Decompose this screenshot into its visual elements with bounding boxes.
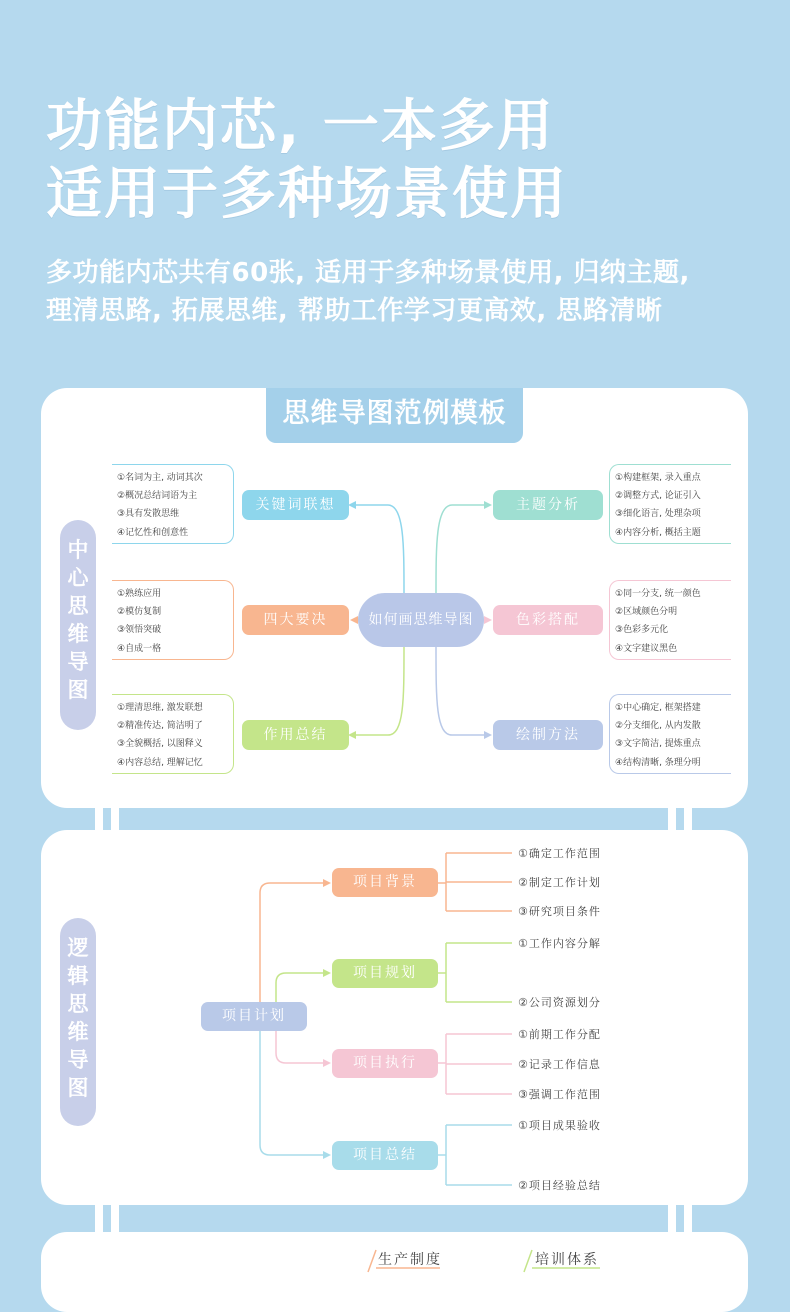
side-label-char: 中 — [67, 538, 89, 562]
side-label-char: 辑 — [67, 964, 89, 988]
side-label-char: 图 — [67, 1076, 89, 1100]
headline-line-2: 适用于多种场景使用 — [46, 162, 568, 227]
root-node: 项目计划 — [201, 1002, 307, 1031]
tag-production-system: 生产制度 — [378, 1252, 442, 1268]
list-item: ②调整方式, 论证引入 — [615, 491, 701, 502]
list-item: ①同一分支, 统一颜色 — [615, 589, 701, 599]
side-label-char: 导 — [67, 650, 89, 674]
leaf-item: ①确定工作范围 — [518, 847, 601, 860]
center-node: 如何画思维导图 — [358, 593, 484, 647]
leaf-item: ②记录工作信息 — [518, 1058, 601, 1071]
side-label-char: 逻 — [67, 936, 89, 960]
side-label-char: 维 — [67, 1020, 89, 1044]
leaf-item: ②制定工作计划 — [518, 876, 601, 889]
list-item: ④文字建议黑色 — [615, 643, 678, 654]
list-item: ①中心确定, 框架搭建 — [615, 703, 701, 713]
list-item: ①熟练应用 — [117, 589, 162, 599]
leaf-item: ①前期工作分配 — [518, 1028, 601, 1041]
side-label-char: 导 — [67, 1048, 89, 1072]
card-header: 思维导图范例模板 — [266, 388, 523, 443]
list-item: ③细化语言, 处理杂项 — [615, 509, 701, 520]
branch-node-topic-analysis: 主题分析 — [493, 490, 603, 520]
list-item: ①理清思维, 激发联想 — [117, 703, 203, 713]
branch-node-color: 色彩搭配 — [493, 605, 603, 635]
list-item: ②区域颜色分明 — [615, 607, 678, 618]
list-item: ④自成一格 — [117, 643, 162, 654]
subheadline-line-2: 理清思路, 拓展思维, 帮助工作学习更高效, 思路清晰 — [46, 296, 663, 326]
tag-training-system: 培训体系 — [535, 1252, 599, 1268]
branch-node-four-keys: 四大要决 — [242, 605, 349, 635]
list-item: ①名词为主, 动词其次 — [117, 473, 203, 483]
leaf-item: ②公司资源划分 — [518, 996, 601, 1009]
list-item: ②精准传达, 简洁明了 — [117, 721, 203, 732]
branch-node-planning: 项目规划 — [332, 959, 438, 988]
list-item: ②模仿复制 — [117, 607, 162, 618]
branch-node-summary: 项目总结 — [332, 1141, 438, 1170]
list-item: ③具有发散思维 — [117, 509, 180, 520]
leaf-item: ③强调工作范围 — [518, 1088, 601, 1101]
side-label-char: 思 — [67, 594, 89, 618]
branch-node-keyword: 关键词联想 — [242, 490, 349, 520]
leaf-item: ②项目经验总结 — [518, 1179, 601, 1192]
list-item: ③色彩多元化 — [615, 625, 669, 636]
list-item: ④内容总结, 理解记忆 — [117, 757, 203, 768]
side-label-char: 心 — [67, 566, 89, 590]
leaf-item: ①项目成果验收 — [518, 1119, 601, 1132]
list-item: ②概况总结词语为主 — [117, 491, 198, 502]
list-item: ①构建框架, 录入重点 — [615, 473, 701, 483]
side-label-char: 思 — [67, 992, 89, 1016]
side-label-char: 维 — [67, 622, 89, 646]
headline-line-1: 功能内芯, 一本多用 — [46, 94, 555, 159]
list-item: ④结构清晰, 条理分明 — [615, 757, 701, 768]
list-item: ③全貌概括, 以图释义 — [117, 739, 203, 750]
subheadline-line-1: 多功能内芯共有60张, 适用于多种场景使用, 归纳主题, — [46, 258, 690, 288]
list-item: ④内容分析, 概括主题 — [615, 527, 701, 538]
branch-node-background: 项目背景 — [332, 868, 438, 897]
leaf-item: ①工作内容分解 — [518, 937, 601, 950]
branch-node-summary: 作用总结 — [242, 720, 349, 750]
branch-node-execution: 项目执行 — [332, 1049, 438, 1078]
branch-node-drawing: 绘制方法 — [493, 720, 603, 750]
list-item: ③文字简洁, 提炼重点 — [615, 739, 701, 750]
side-label-char: 图 — [67, 678, 89, 702]
list-item: ④记忆性和创意性 — [117, 527, 189, 538]
list-item: ②分支细化, 从内发散 — [615, 721, 701, 732]
leaf-item: ③研究项目条件 — [518, 905, 601, 918]
list-item: ③领悟突破 — [117, 625, 162, 636]
